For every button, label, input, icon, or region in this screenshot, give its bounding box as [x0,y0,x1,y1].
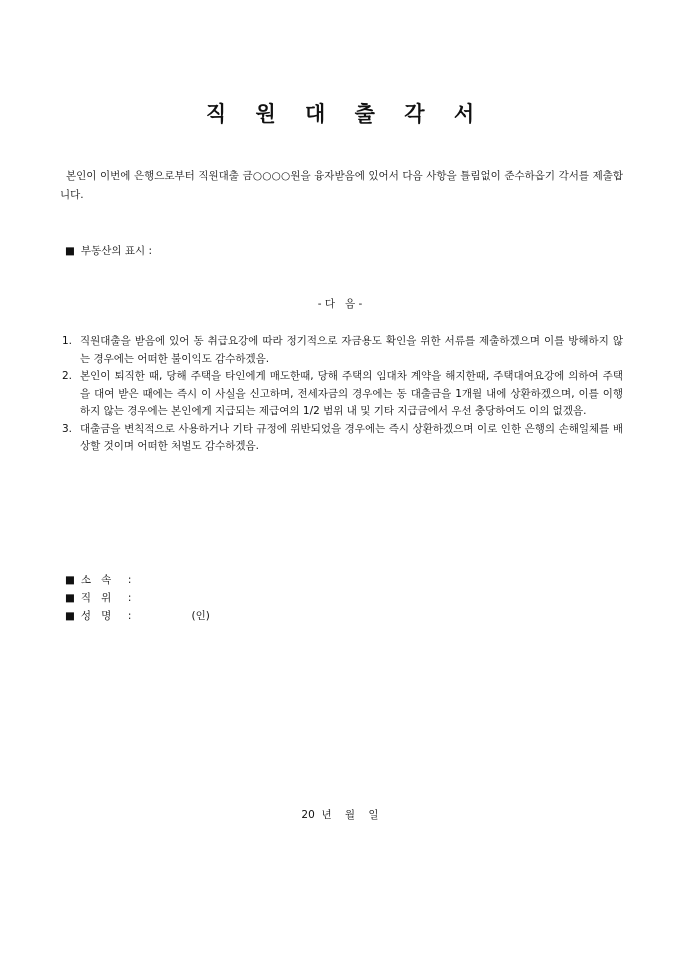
position-colon: : [127,592,132,604]
list-item-number: 2. [62,370,73,382]
name-field [65,608,210,623]
position-label: 직 위 [80,592,112,604]
affiliation-field [65,572,131,587]
affiliation-label: 소 속 [80,574,112,586]
list-item-text: 대출금을 변칙적으로 사용하거나 기타 규정에 위반되었을 경우에는 즉시 상환하겠으며 이로 인한 은행의 손해일체를 배상할 것이며 어떠한 처벌도 감수하겠음. [80,422,623,452]
list-item-text: 본인이 퇴직한 때, 당해 주택을 타인에게 매도한때, 당해 주택의 임대차 계약을 해지한때, 주택대여요강에 의하여 주택을 대여 받은 때에는 즉시 이 사실을 신고하며, 전세자금의 경우에는 동 대출금을 1개월 내에 상환하겠으며, 이를 이행하지 않는 경우에는 본인에게 지급되는 제급여의 1/2 범위 내 및 기타 지급금에서 우선 충당하여도 이의 없겠음. [80,370,623,417]
list-item [62,368,623,421]
affiliation-colon: : [127,574,132,586]
date-line: 20 년 월 일 [301,809,379,821]
document-title: 직 원 대 출 각 서 [205,102,486,126]
property-label: 부동산의 표시 : [80,245,152,257]
property-field [65,243,152,258]
square-bullet-icon: ■ [65,245,75,257]
square-bullet-icon: ■ [65,610,75,622]
list-item-number: 3. [62,422,73,435]
seal-mark: (인) [191,610,210,622]
intro-paragraph: 본인이 이번에 은행으로부터 직원대출 금○○○○원을 융자받음에 있어서 다음 사항을 틀림없이 준수하옵기 각서를 제출합니다. [60,170,623,201]
list-item-number: 1. [62,335,73,347]
name-colon: : [127,610,132,622]
name-label: 성 명 [80,610,112,622]
subheading: - 다 음 - [317,298,363,310]
list-item-text: 직원대출을 받음에 있어 동 취급요강에 따라 정기적으로 자금용도 확인을 위한 서류를 제출하겠으며 이를 방해하지 않는 경우에는 어떠한 불이익도 감수하겠음. [80,335,623,365]
position-field [65,590,131,605]
square-bullet-icon: ■ [65,592,75,604]
terms-list [62,333,623,456]
list-item [62,421,623,456]
square-bullet-icon: ■ [65,574,75,586]
list-item [62,333,623,368]
